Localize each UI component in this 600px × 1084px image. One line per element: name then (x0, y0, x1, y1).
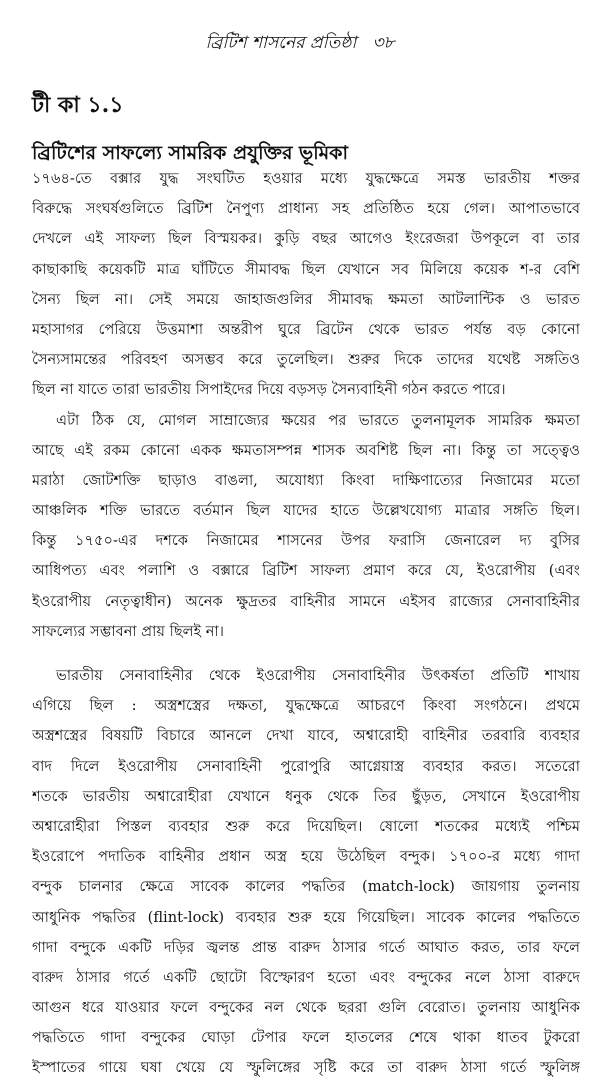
text-line: কাছাকাছি কয়েকটি মাত্র ঘাঁটিতে সীমাবদ্ধ ছিল যেখানে সব মিলিয়ে কয়েক শ-র বেশি (32, 260, 580, 278)
text-line: এগিয়ে ছিল : অস্ত্রশস্ত্রের দক্ষতা, যুদ্ধক্ষেত্রে আচরণে কিংবা সংগঠনে। প্রথমে (32, 697, 580, 715)
page-number: ৩৮ (372, 33, 395, 53)
text-line: বিরুদ্ধে সংঘর্ষগুলিতে ব্রিটিশ নৈপুণ্য প্রাধান্য সহ প্রতিষ্ঠিত হয়ে গেল। আপাতভাবে (32, 200, 580, 218)
text-line: দেখলে এই সাফল্য ছিল বিস্ময়কর। কুড়ি বছর আগেও ইংরেজরা উপকূলে বা তার (32, 230, 580, 248)
running-header (0, 30, 600, 58)
text-line: ছিল না যাতে তারা ভারতীয় সিপাইদের দিয়ে বড়সড় সৈন্যবাহিনী গঠন করতে পারে। (32, 381, 506, 399)
text-line: অশ্বারোহীরা পিস্তল ব্যবহার শুরু করে দিয়েছিল। ষোলো শতকের মধ্যেই পশ্চিম (32, 817, 580, 835)
text-line: বন্দুক চালনার ক্ষেত্রে সাবেক কালের পদ্ধতির (match-lock) জায়গায় তুলনায় (32, 878, 580, 896)
text-line: আধিপত্য এবং পলাশি ও বক্সারে ব্রিটিশ সাফল্য প্রমাণ করে যে, ইওরোপীয় (এবং (32, 562, 580, 580)
text-line: পদ্ধতিতে গাদা বন্দুকের ঘোড়া টেপার ফলে হাতলের শেষে থাকা ধাতব টুকরো (32, 1029, 580, 1047)
text-line: ভারতীয় সেনাবাহিনীর থেকে ইওরোপীয় সেনাবাহিনীর উৎকর্ষতা প্রতিটি শাখায় (56, 667, 580, 684)
text-line: এটা ঠিক যে, মোগল সাম্রাজ্যের ক্ষয়ের পর ভারতে তুলনামূলক সামরিক ক্ষমতা (56, 411, 580, 429)
text-line: আধুনিক পদ্ধতির (flint-lock) ব্যবহার শুরু হয়ে গিয়েছিল। সাবেক কালের পদ্ধতিতে (32, 908, 580, 926)
text-line: আগুন ধরে যাওয়ার ফলে বন্দুকের নল থেকে ছররা গুলি বেরোত। তুলনায় আধুনিক (32, 999, 580, 1017)
paragraph-3 (32, 661, 580, 1084)
text-line: ইওরোপীয় নেতৃত্বাধীন) অনেক ক্ষুদ্রতর বাহিনীর সামনে এইসব রাজ্যের সেনাবাহিনীর (32, 592, 580, 610)
text-line: গাদা বন্দুকে একটি দড়ির জ্বলন্ত প্রান্ত বারুদ ঠাসার গর্তে আঘাত করত, তার ফলে (32, 938, 580, 956)
text-line: কিন্তু ১৭৫০-এর দশকে নিজামের শাসনের উপর ফরাসি জেনারেল দ্য বুসির (32, 532, 580, 550)
text-line: মহাসাগর পেরিয়ে উত্তমাশা অন্তরীপ ঘুরে ব্রিটেন থেকে ভারত পর্যন্ত বড় কোনো (32, 320, 580, 338)
text-line: আছে এই রকম কোনো একক ক্ষমতাসম্পন্ন শাসক অবশিষ্ট ছিল না। কিন্তু তা সত্ত্বেও (32, 441, 580, 459)
note-label: টী কা ১.১ (32, 92, 124, 118)
text-line: অস্ত্রশস্ত্রের বিষয়টি বিচারে আনলে দেখা যাবে, অশ্বারোহী বাহিনীর তরবারি ব্যবহার (32, 727, 580, 745)
text-line: শতকে ভারতীয় অশ্বারোহীরা যেখানে ধনুক থেকে তির ছুঁড়ত, সেখানে ইওরোপীয় (32, 787, 580, 805)
text-line: আঞ্চলিক শক্তি ভারতে বর্তমান ছিল যাদের হাতে উল্লেখযোগ্য মাত্রার সঙ্গতি ছিল। (32, 502, 580, 520)
text-line: ইস্পাতের গায়ে ঘষা খেয়ে যে স্ফুলিঙ্গের সৃষ্টি করে তা বারুদ ঠাসা গর্তে স্ফুলিঙ্গ (32, 1059, 580, 1077)
text-line: সাফল্যের সম্ভাবনা প্রায় ছিলই না। (32, 622, 224, 640)
text-line: মরাঠা জোটশক্তি ছাড়াও বাঙলা, অযোধ্যা কিংবা দাক্ষিণাত্যের নিজামের মতো (32, 471, 580, 489)
body-text (32, 164, 580, 1084)
paragraph-1 (32, 164, 580, 406)
text-line: সৈন্যসামন্তের পরিবহণ অসম্ভব করে তুলেছিল। শুরুর দিকে তাদের যথেষ্ট সঙ্গতিও (32, 351, 580, 369)
running-title: ব্রিটিশ শাসনের প্রতিষ্ঠা (205, 33, 357, 53)
text-line: সৈন্য ছিল না। সেই সময়ে জাহাজগুলির সীমাবদ্ধ ক্ষমতা আটলান্টিক ও ভারত (32, 290, 580, 308)
paragraph-2 (32, 406, 580, 648)
text-line: ইওরোপে পদাতিক বাহিনীর প্রধান অস্ত্র হয়ে উঠেছিল বন্দুক। ১৭০০-র মধ্যে গাদা (32, 848, 580, 866)
paragraph-gap (32, 647, 580, 661)
text-line: বারুদ ঠাসার গর্তে একটি ছোটো বিস্ফোরণ হতো এবং বন্দুকের নলে ঠাসা বারুদে (32, 968, 580, 986)
text-line: ১৭৬৪-তে বক্সার যুদ্ধ সংঘটিত হওয়ার মধ্যে যুদ্ধক্ষেত্রে সমস্ত ভারতীয় শক্তর (32, 170, 580, 187)
section-title: ব্রিটিশের সাফল্যে সামরিক প্রযুক্তির ভূমিকা (32, 142, 348, 164)
text-line: বাদ দিলে ইওরোপীয় সেনাবাহিনী পুরোপুরি আগ্নেয়াস্ত্র ব্যবহার করত। সতেরো (32, 757, 580, 775)
